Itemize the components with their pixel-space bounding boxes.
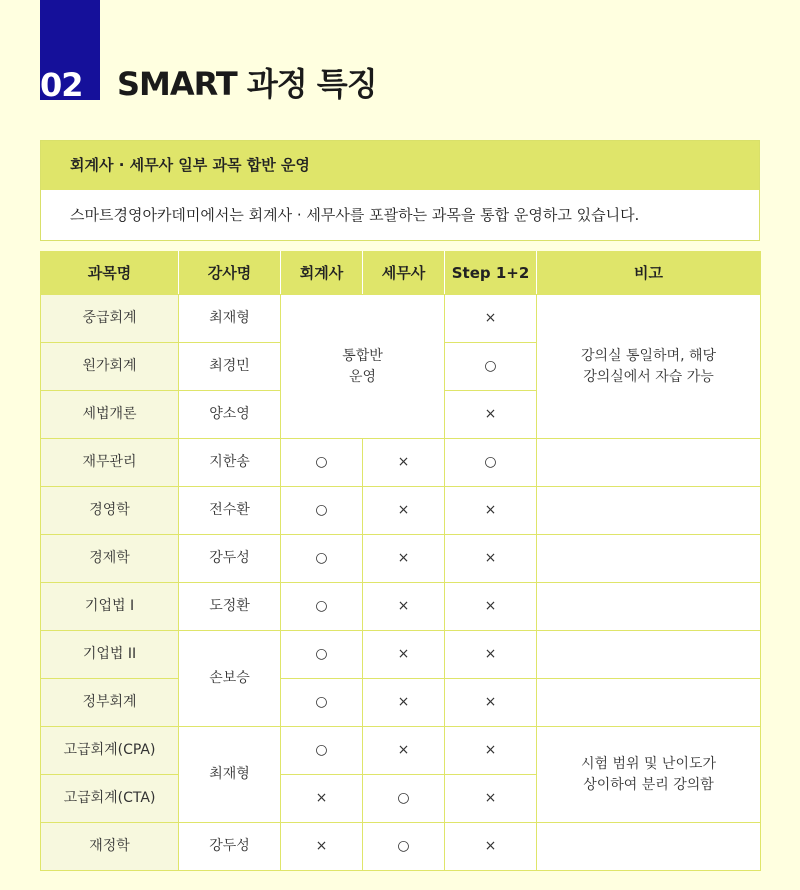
instructor-cell: 손보승 <box>179 631 281 727</box>
note-cell <box>537 679 761 727</box>
subject-cell: 기업법 II <box>41 631 179 679</box>
table-row <box>41 679 761 727</box>
subject-cell: 기업법 I <box>41 583 179 631</box>
cta-cell: × <box>363 439 445 487</box>
note-cell-shared-room <box>537 295 761 439</box>
table-row <box>41 487 761 535</box>
note-cell <box>537 439 761 487</box>
note-cell <box>537 583 761 631</box>
note-b-line1: 시험 범위 및 난이도가 <box>580 755 717 772</box>
cta-cell: ○ <box>363 823 445 871</box>
header-subject: 과목명 <box>41 252 179 295</box>
table-row <box>41 535 761 583</box>
subject-cell: 고급회계(CPA) <box>41 727 179 775</box>
subject-cell: 고급회계(CTA) <box>41 775 179 823</box>
cpa-cell: ○ <box>281 631 363 679</box>
step-cell: × <box>445 487 537 535</box>
table-row <box>41 631 761 679</box>
step-cell: × <box>445 775 537 823</box>
course-table <box>40 251 761 871</box>
table-header-row <box>41 252 761 295</box>
instructor-cell: 지한송 <box>179 439 281 487</box>
section-title: SMART 과정 특징 <box>117 65 377 103</box>
step-cell: ○ <box>445 343 537 391</box>
cpa-cell: ○ <box>281 727 363 775</box>
joint-operation-line2: 운영 <box>348 368 377 385</box>
instructor-cell: 최재형 <box>179 295 281 343</box>
info-body: 스마트경영아카데미에서는 회계사 · 세무사를 포괄하는 과목을 통합 운영하고 있습니다. <box>70 206 640 224</box>
instructor-cell: 전수환 <box>179 487 281 535</box>
subject-cell: 경영학 <box>41 487 179 535</box>
table-row <box>41 727 761 775</box>
table-row <box>41 439 761 487</box>
step-cell: × <box>445 679 537 727</box>
joint-operation-cell <box>281 295 445 439</box>
instructor-cell: 강두성 <box>179 823 281 871</box>
instructor-cell: 도정환 <box>179 583 281 631</box>
instructor-cell: 최경민 <box>179 343 281 391</box>
header-step: Step 1+2 <box>445 252 537 295</box>
step-cell: × <box>445 727 537 775</box>
cpa-cell: ○ <box>281 583 363 631</box>
section-number: 02 <box>40 66 83 104</box>
joint-operation-line1: 통합반 <box>342 347 383 364</box>
subject-cell: 원가회계 <box>41 343 179 391</box>
subject-cell: 정부회계 <box>41 679 179 727</box>
table-row <box>41 823 761 871</box>
instructor-cell: 최재형 <box>179 727 281 823</box>
step-cell: ○ <box>445 439 537 487</box>
instructor-cell: 양소영 <box>179 391 281 439</box>
step-cell: × <box>445 631 537 679</box>
cta-cell: ○ <box>363 775 445 823</box>
subject-cell: 재정학 <box>41 823 179 871</box>
cpa-cell: ○ <box>281 679 363 727</box>
subject-cell: 중급회계 <box>41 295 179 343</box>
step-cell: × <box>445 583 537 631</box>
header-cpa: 회계사 <box>281 252 363 295</box>
step-cell: × <box>445 823 537 871</box>
note-cell <box>537 487 761 535</box>
table-row <box>41 295 761 343</box>
header-cta: 세무사 <box>363 252 445 295</box>
cta-cell: × <box>363 535 445 583</box>
cta-cell: × <box>363 679 445 727</box>
cta-cell: × <box>363 487 445 535</box>
note-cell <box>537 535 761 583</box>
subject-cell: 재무관리 <box>41 439 179 487</box>
cta-cell: × <box>363 583 445 631</box>
step-cell: × <box>445 391 537 439</box>
info-heading: 회계사 · 세무사 일부 과목 합반 운영 <box>41 141 759 190</box>
header-note: 비고 <box>537 252 761 295</box>
instructor-cell: 강두성 <box>179 535 281 583</box>
note-cell <box>537 631 761 679</box>
note-a-line1: 강의실 통일하며, 해당 <box>580 347 717 364</box>
header-instructor: 강사명 <box>179 252 281 295</box>
note-b-line2: 상이하여 분리 강의함 <box>583 776 714 793</box>
step-cell: × <box>445 535 537 583</box>
subject-cell: 경제학 <box>41 535 179 583</box>
note-a-line2: 강의실에서 자습 가능 <box>583 368 714 385</box>
info-box <box>40 140 760 241</box>
cpa-cell: ○ <box>281 439 363 487</box>
cta-cell: × <box>363 631 445 679</box>
cpa-cell: × <box>281 823 363 871</box>
cpa-cell: ○ <box>281 487 363 535</box>
cpa-cell: × <box>281 775 363 823</box>
step-cell: × <box>445 295 537 343</box>
cpa-cell: ○ <box>281 535 363 583</box>
subject-cell: 세법개론 <box>41 391 179 439</box>
table-row <box>41 583 761 631</box>
cta-cell: × <box>363 727 445 775</box>
note-cell-separate-lecture <box>537 727 761 823</box>
note-cell <box>537 823 761 871</box>
